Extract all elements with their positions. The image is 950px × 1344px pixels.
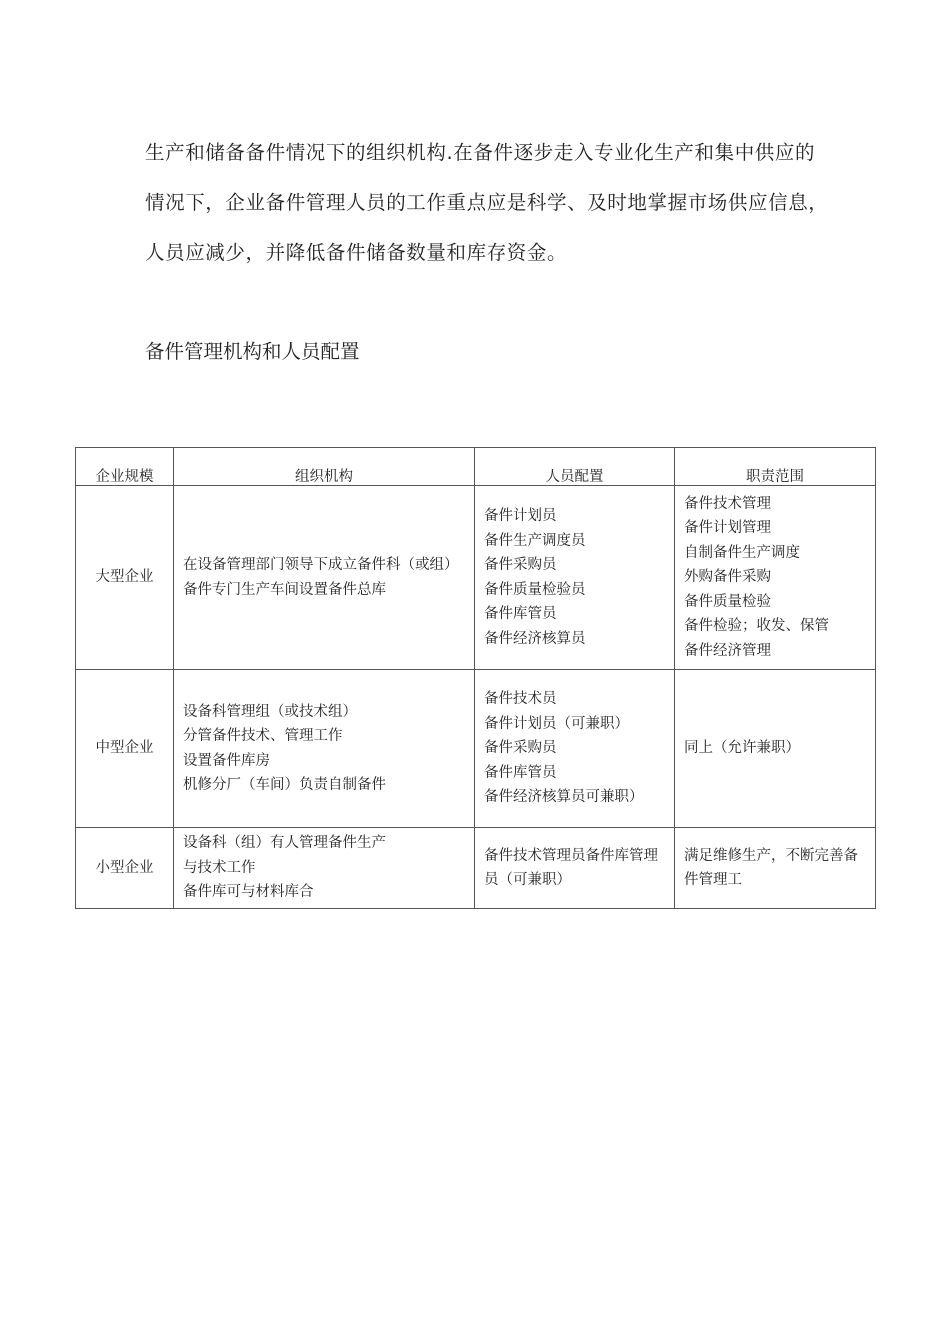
- cell-line: 自制备件生产调度: [684, 544, 800, 561]
- cell-line: 备件计划管理: [684, 520, 771, 537]
- staffing-cell: [475, 486, 675, 670]
- cell-line: 备件采购员: [484, 557, 557, 573]
- organization-cell: [174, 486, 475, 670]
- cell-line: 备件质量检验: [684, 593, 771, 610]
- cell-line: 备件计划员（可兼职）: [484, 715, 629, 732]
- cell-line: 同上（允许兼职）: [684, 740, 800, 757]
- staffing-cell: [475, 828, 675, 909]
- cell-line: 备件技术员: [484, 691, 557, 708]
- cell-line: 与技术工作: [183, 859, 256, 876]
- organization-cell: [174, 670, 475, 828]
- cell-line: 备件经济管理: [684, 642, 771, 659]
- cell-line: 分管备件技术、管理工作: [183, 728, 343, 744]
- header-duties: 职责范围: [675, 448, 876, 486]
- cell-line: 备件质量检验员: [484, 581, 586, 598]
- paragraph-line: 情况下，企业备件管理人员的工作重点应是科学、及时地掌握市场供应信息，: [145, 191, 829, 214]
- cell-line: 备件技术管理员备件库管理员（可兼职）: [484, 847, 658, 888]
- cell-line: 备件经济核算员可兼职）: [484, 789, 644, 806]
- table-row: [76, 670, 876, 828]
- cell-line: 在设备管理部门领导下成立备件科（或组）: [183, 557, 459, 573]
- cell-line: 备件专门生产车间设置备件总库: [183, 581, 386, 598]
- section-heading: 备件管理机构和人员配置: [145, 340, 360, 363]
- header-organization: 组织机构: [174, 448, 475, 486]
- cell-line: 备件采购员: [484, 740, 557, 757]
- cell-line: 备件库管员: [484, 606, 557, 622]
- cell-line: 备件技术管理: [684, 495, 771, 512]
- cell-line: 备件检验；收发、保管: [684, 618, 829, 635]
- table-header-row: [76, 448, 876, 486]
- staffing-cell: [475, 670, 675, 828]
- cell-line: 设备科（组）有人管理备件生产: [183, 835, 386, 852]
- staffing-table: [75, 447, 876, 909]
- duties-cell: [675, 828, 876, 909]
- paragraph-line: 人员应减少，并降低备件储备数量和库存资金。: [145, 241, 568, 264]
- cell-line: 备件经济核算员: [484, 630, 586, 647]
- cell-line: 备件库管员: [484, 764, 557, 781]
- scale-cell: 小型企业: [76, 828, 174, 909]
- scale-cell: 中型企业: [76, 670, 174, 828]
- paragraph-line: 生产和储备备件情况下的组织机构.在备件逐步走入专业化生产和集中供应的: [145, 141, 816, 164]
- duties-cell: [675, 486, 876, 670]
- cell-line: 满足维修生产，不断完善备件管理工: [684, 847, 858, 888]
- cell-line: 外购备件采购: [684, 569, 771, 586]
- header-scale: 企业规模: [76, 448, 174, 486]
- organization-cell: [174, 828, 475, 909]
- table-row: [76, 486, 876, 670]
- cell-line: 备件生产调度员: [484, 532, 586, 549]
- duties-cell: [675, 670, 876, 828]
- cell-line: 备件计划员: [484, 508, 557, 524]
- cell-line: 设置备件库房: [183, 752, 270, 769]
- scale-cell: 大型企业: [76, 486, 174, 670]
- header-staffing: 人员配置: [475, 448, 675, 486]
- cell-line: 机修分厂（车间）负责自制备件: [183, 777, 386, 793]
- cell-line: 备件库可与材料库合: [183, 884, 314, 901]
- intro-paragraph: [145, 128, 885, 278]
- table-row: [76, 828, 876, 909]
- cell-line: 设备科管理组（或技术组）: [183, 703, 357, 720]
